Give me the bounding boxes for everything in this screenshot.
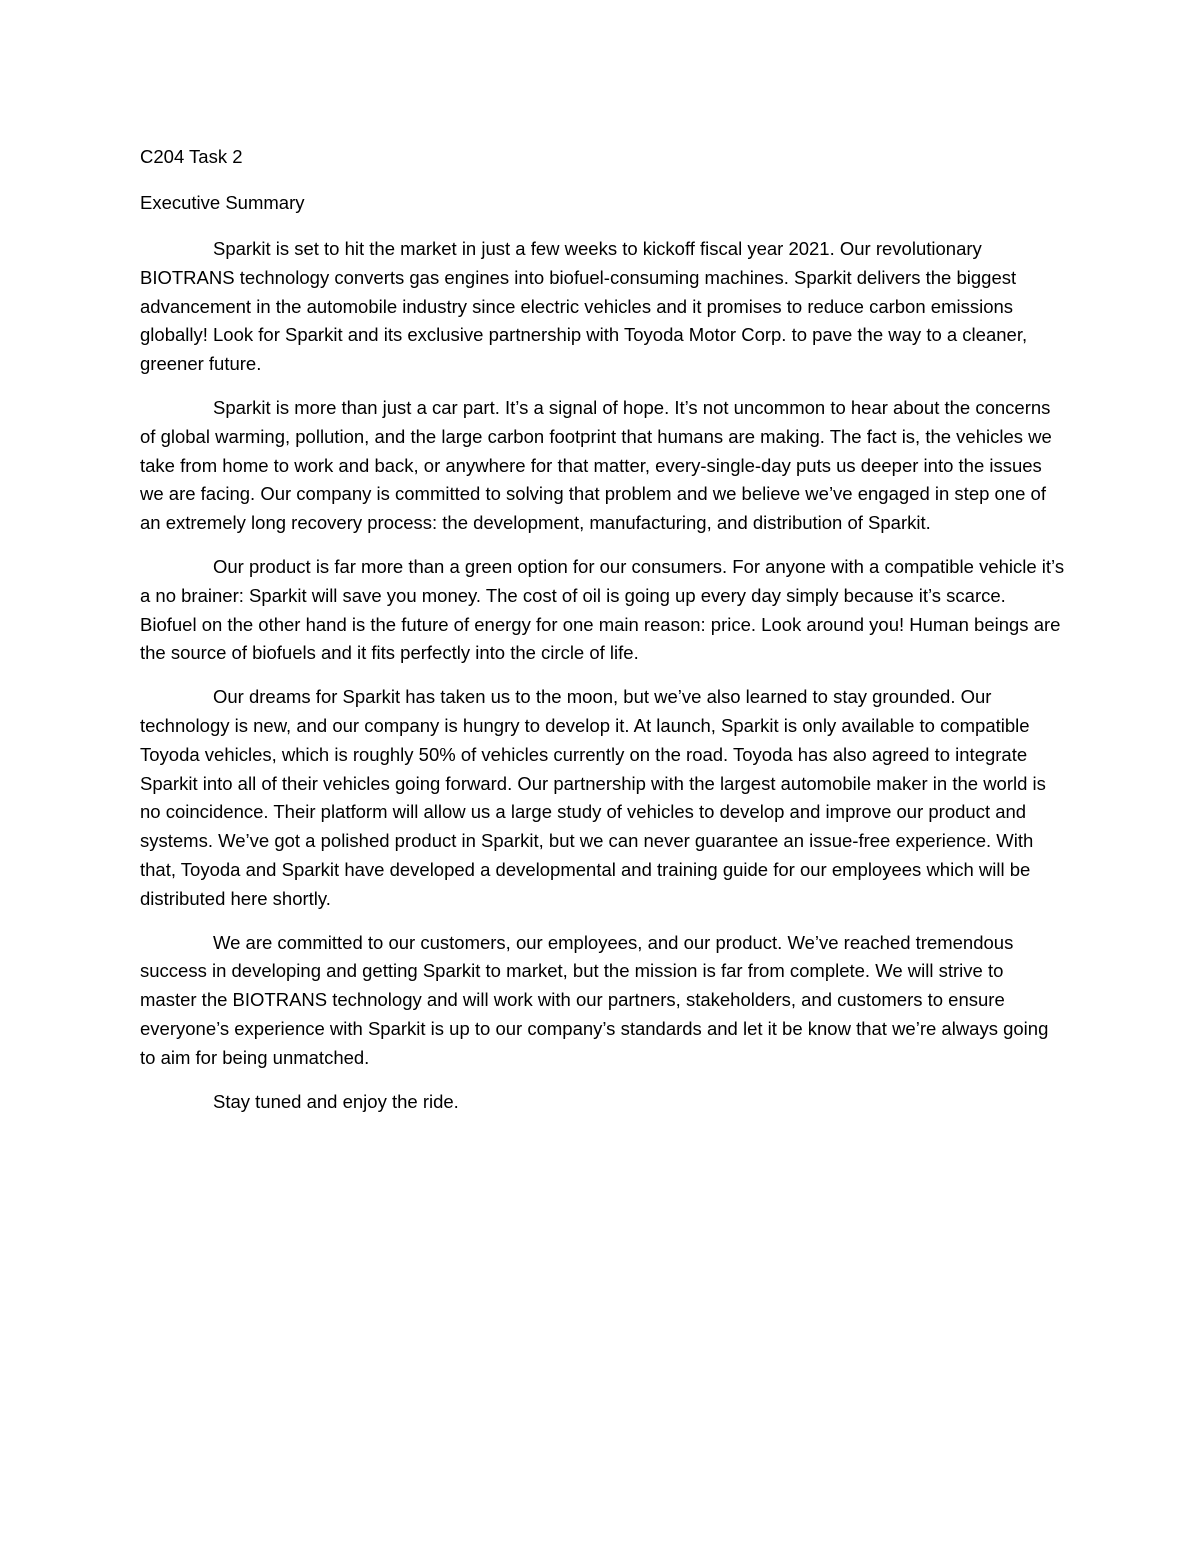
paragraph-closing: Stay tuned and enjoy the ride. xyxy=(213,1090,459,1112)
section-heading: Executive Summary xyxy=(140,192,305,213)
paragraph-commitment: We are committed to our customers, our employees, and our product. We’ve reached tremendous success in developing and getting Sparkit to market, but the mission is far from complete. We will strive to master the BIOTRANS technology and will work with our partners, stakeholders, and customers to ensure everyone’s experience with Sparkit is up to our company’s standards and let it be know that we’re always going to aim for being unmatched. xyxy=(140,931,1049,1068)
paragraph-savings: Our product is far more than a green option for our consumers. For anyone with a compatible vehicle it’s a no brainer: Sparkit will save you money. The cost of oil is going up every day simply because it’s scarce. Biofuel on the other hand is the future of energy for one main reason: price. Look around you! Human beings are the source of biofuels and it fits perfectly into the circle of life. xyxy=(140,555,1065,664)
document-page xyxy=(140,143,1065,1131)
document-title: C204 Task 2 xyxy=(140,146,243,167)
paragraph-intro: Sparkit is set to hit the market in just a few weeks to kickoff fiscal year 2021. Our revolutionary BIOTRANS technology converts gas engines into biofuel-consuming machines. Sparkit delivers the biggest advancement in the automobile industry since electric vehicles and it promises to reduce carbon emissions globally! Look for Sparkit and its exclusive partnership with Toyoda Motor Corp. to pave the way to a cleaner, greener future. xyxy=(140,238,1028,375)
paragraph-partnership: Our dreams for Sparkit has taken us to the moon, but we’ve also learned to stay grounded. Our technology is new, and our company is hungry to develop it. At launch, Sparkit is only available to compatible Toyoda vehicles, which is roughly 50% of vehicles currently on the road. Toyoda has also agreed to integrate Sparkit into all of their vehicles going forward. Our partnership with the largest automobile maker in the world is no coincidence. Their platform will allow us a large study of vehicles to develop and improve our product and systems. We’ve got a polished product in Sparkit, but we can never guarantee an issue-free experience. With that, Toyoda and Sparkit have developed a developmental and training guide for our employees which will be distributed here shortly. xyxy=(140,686,1046,909)
paragraph-hope: Sparkit is more than just a car part. It’s a signal of hope. It’s not uncommon to hear about the concerns of global warming, pollution, and the large carbon footprint that humans are making. The fact is, the vehicles we take from home to work and back, or anywhere for that matter, every-single-day puts us deeper into the issues we are facing. Our company is committed to solving that problem and we believe we’ve engaged in step one of an extremely long recovery process: the development, manufacturing, and distribution of Sparkit. xyxy=(140,396,1052,534)
